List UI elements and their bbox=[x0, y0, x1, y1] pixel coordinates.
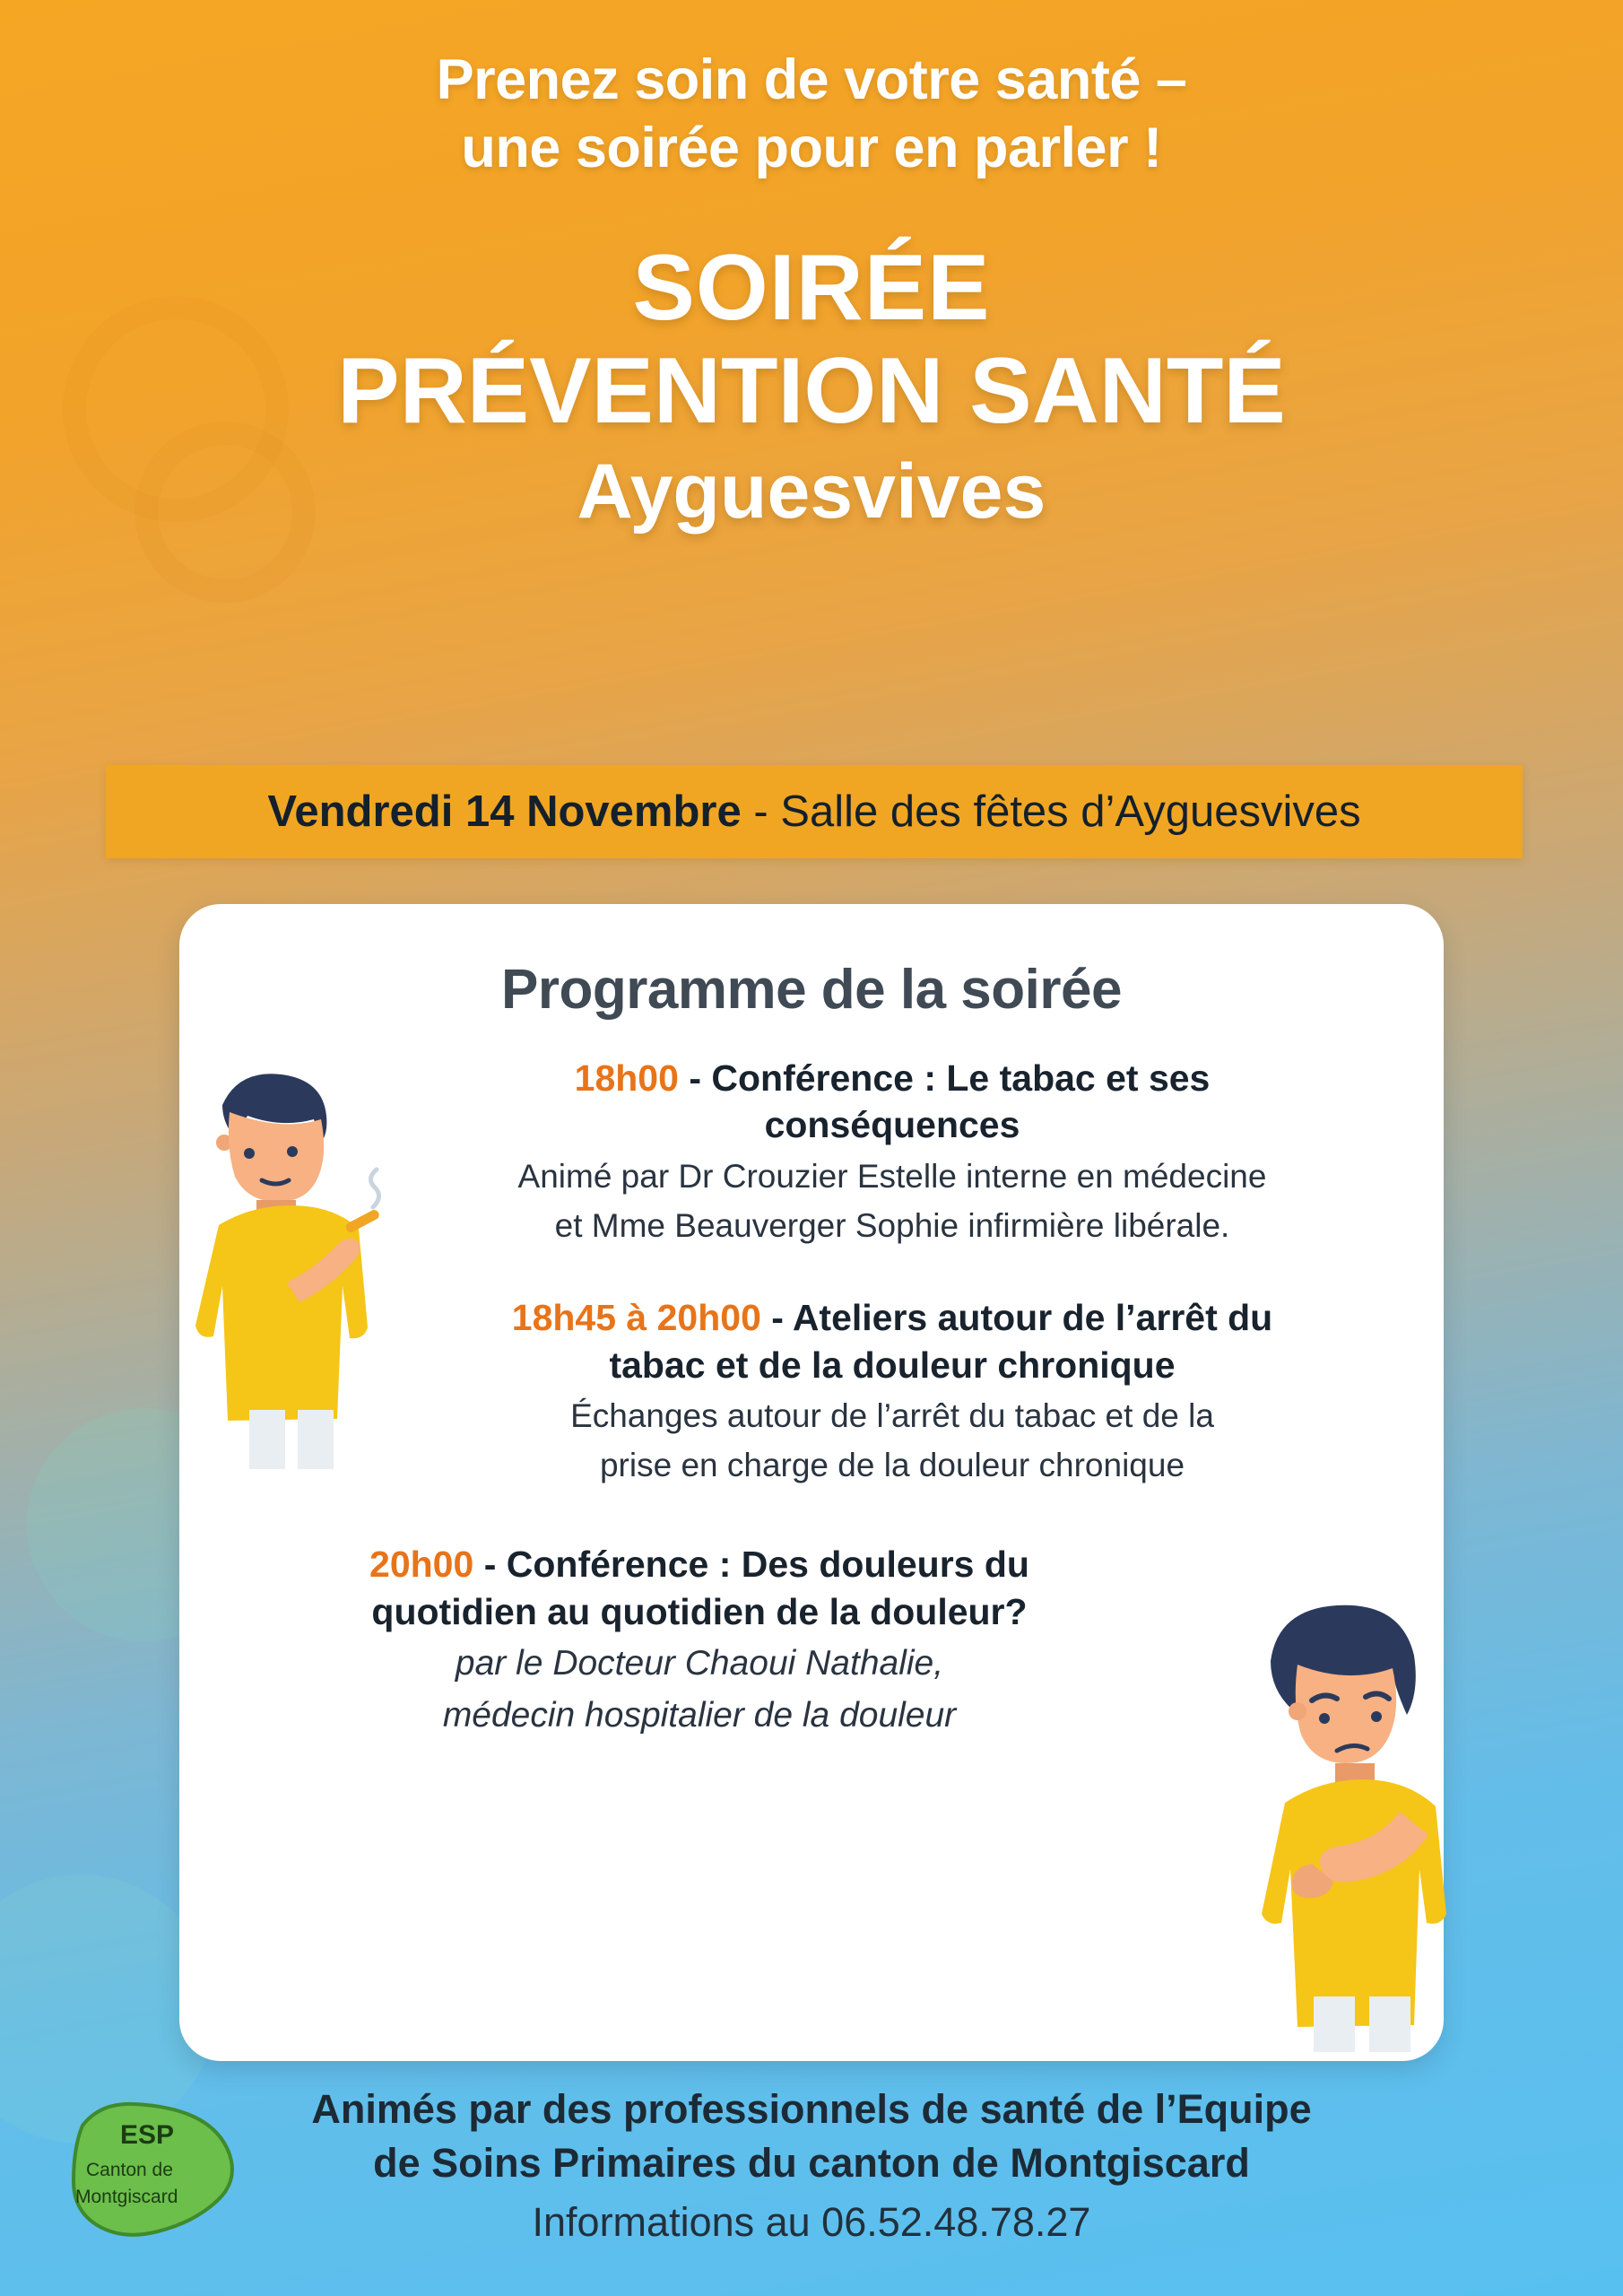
esp-logo-line-2: Canton de bbox=[86, 2160, 173, 2180]
illustration-person-in-pain bbox=[1215, 1578, 1511, 2054]
footer-line-1: Animés par des professionnels de santé de l’Equipe bbox=[311, 2086, 1312, 2132]
event-date-text bbox=[267, 787, 1360, 837]
slot-heading bbox=[475, 1294, 1309, 1388]
slot-time: 18h00 bbox=[574, 1057, 679, 1099]
tagline-line-1: Prenez soin de votre santé – bbox=[436, 48, 1187, 111]
page-title-city: Ayguesvives bbox=[577, 448, 1046, 535]
slot-description-line-2: et Mme Beauverger Sophie infirmière libérale. bbox=[554, 1207, 1230, 1245]
illustration-man-pointing bbox=[152, 1049, 421, 1471]
programme-title: Programme de la soirée bbox=[501, 959, 1122, 1021]
slot-title: Ateliers autour de l’arrêt du tabac et de la douleur chronique bbox=[609, 1297, 1273, 1386]
esp-logo-line-1: ESP bbox=[120, 2120, 175, 2150]
page-title-line-1: SOIRÉE bbox=[632, 236, 991, 341]
esp-logo-line-3: Montgiscard bbox=[75, 2187, 178, 2207]
slot-description-line-2: prise en charge de la douleur chronique bbox=[599, 1447, 1185, 1484]
slot-title: Conférence : Des douleurs du quotidien au quotidien de la douleur? bbox=[371, 1544, 1029, 1632]
slot-description-line-1: Échanges autour de l’arrêt du tabac et de la bbox=[570, 1397, 1214, 1435]
slot-dash: - bbox=[689, 1057, 701, 1099]
event-date-band bbox=[106, 765, 1523, 858]
event-venue: - Salle des fêtes d’Ayguesvives bbox=[741, 787, 1361, 836]
slot-dash: - bbox=[483, 1544, 497, 1586]
slot-heading bbox=[475, 1055, 1309, 1149]
footer-contact-info: Informations au 06.52.48.78.27 bbox=[532, 2198, 1091, 2245]
slot-heading bbox=[341, 1541, 1058, 1635]
footer-line-2: de Soins Primaires du canton de Montgiscard bbox=[373, 2139, 1250, 2186]
slot-description-line-2: médecin hospitalier de la douleur bbox=[442, 1695, 957, 1735]
esp-logo bbox=[56, 2090, 248, 2256]
tagline-line-2: une soirée pour en parler ! bbox=[461, 116, 1162, 179]
slot-dash: - bbox=[771, 1297, 784, 1339]
slot-time: 18h45 à 20h00 bbox=[511, 1297, 761, 1339]
event-date-bold: Vendredi 14 Novembre bbox=[267, 787, 742, 836]
slot-time: 20h00 bbox=[369, 1544, 474, 1586]
slot-description-line-1: Animé par Dr Crouzier Estelle interne en médecine bbox=[517, 1157, 1267, 1195]
poster-header bbox=[0, 0, 1623, 534]
slot-title: Conférence : Le tabac et ses conséquences bbox=[711, 1057, 1211, 1146]
page-title-line-2: PRÉVENTION SANTÉ bbox=[337, 338, 1286, 443]
slot-description-line-1: par le Docteur Chaoui Nathalie, bbox=[455, 1644, 944, 1683]
